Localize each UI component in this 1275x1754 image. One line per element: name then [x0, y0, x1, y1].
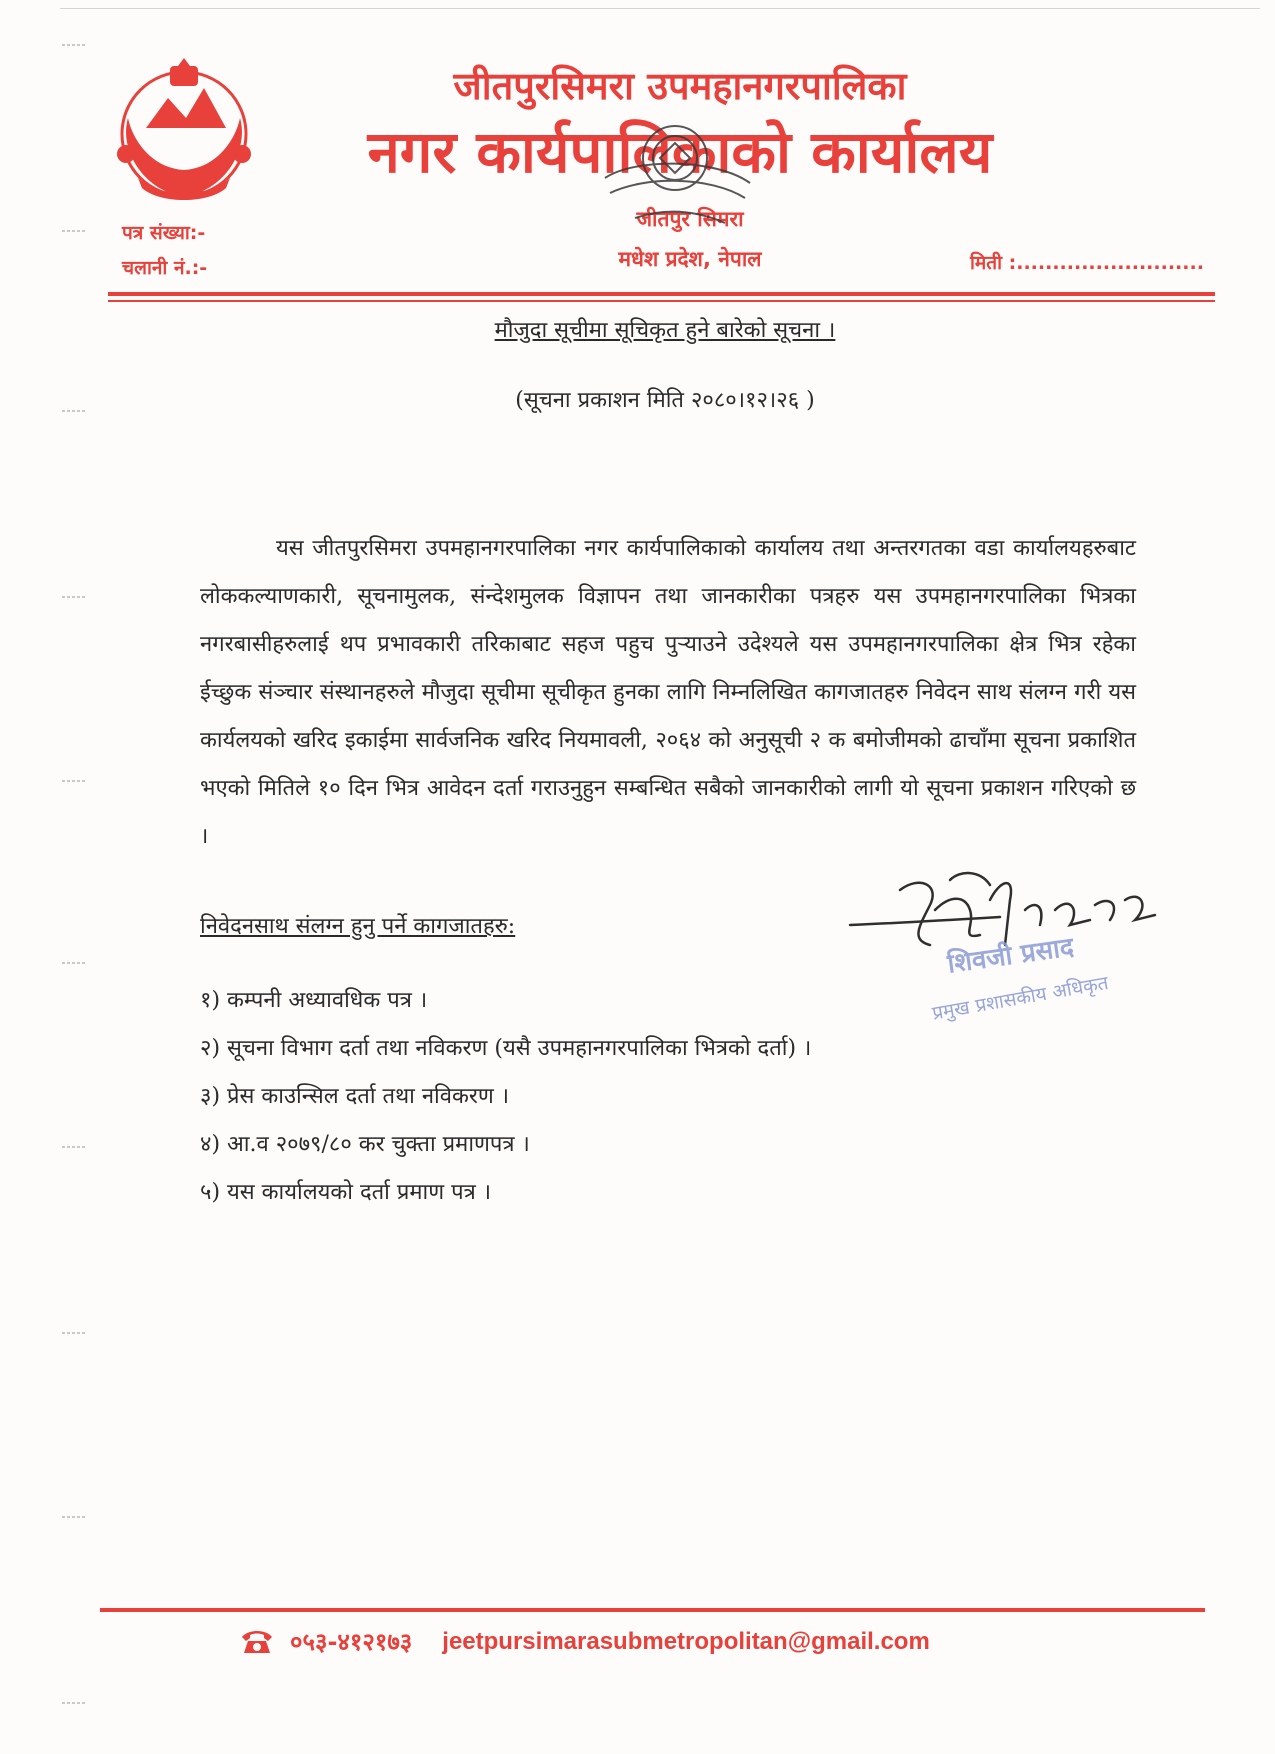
signatory-designation: प्रमुख प्रशासकीय अधिकृत	[930, 971, 1111, 1025]
signatory-name: शिवजी प्रसाद	[945, 932, 1076, 980]
list-item: २) सूचना विभाग दर्ता तथा नविकरण (यसै उपमहानगरपालिका भित्रको दर्ता) ।	[200, 1036, 812, 1061]
margin-mark	[60, 592, 88, 602]
list-item: १) कम्पनी अध्यावधिक पत्र ।	[200, 988, 428, 1013]
office-name: जीतपुरसिमरा उपमहानगरपालिका	[453, 64, 907, 108]
page-top-edge	[60, 8, 1260, 9]
margin-mark	[60, 1328, 88, 1338]
margin-mark	[60, 1142, 88, 1152]
date-label: मिती :..........................	[970, 252, 1204, 274]
margin-mark	[60, 1512, 88, 1522]
footer-phone: ०५३-४१२१७३	[290, 1628, 413, 1656]
nepal-emblem-icon	[108, 58, 260, 206]
list-item: ३) प्रेस काउन्सिल दर्ता तथा नविकरण ।	[200, 1084, 510, 1109]
phone-icon	[240, 1629, 274, 1655]
list-item: ५) यस कार्यालयको दर्ता प्रमाण पत्र ।	[200, 1180, 492, 1205]
margin-mark	[60, 226, 88, 236]
footer-rule	[100, 1608, 1205, 1612]
margin-mark	[60, 1698, 88, 1708]
margin-mark	[60, 40, 88, 50]
footer-contact	[240, 1625, 930, 1658]
dispatch-number-label: चलानी नं.:-	[122, 257, 208, 279]
notice-title: मौजुदा सूचीमा सूचिकृत हुने बारेको सूचना ।	[494, 318, 836, 343]
header-rule-thick	[108, 292, 1215, 296]
margin-mark	[60, 776, 88, 786]
office-title: नगर कार्यपालिकाको कार्यालय	[367, 118, 993, 186]
documents-heading: निवेदनसाथ संलग्न हुनु पर्ने कागजातहरु:	[200, 914, 516, 939]
footer-email[interactable]: jeetpursimarasubmetropolitan@gmail.com	[442, 1627, 930, 1655]
publication-date: (सूचना प्रकाशन मिति २०८०।१२।२६ )	[515, 388, 815, 413]
office-address-line1: जीतपुर सिमरा	[636, 207, 744, 231]
list-item: ४) आ.व २०७९/८० कर चुक्ता प्रमाणपत्र ।	[200, 1132, 530, 1157]
header-rule-thin	[108, 300, 1215, 302]
ref-number-label: पत्र संख्या:-	[122, 222, 206, 244]
office-stamp	[575, 118, 775, 248]
margin-mark	[60, 958, 88, 968]
office-address-line2: मधेश प्रदेश, नेपाल	[618, 247, 762, 271]
margin-mark	[60, 406, 88, 416]
notice-body: यस जीतपुरसिमरा उपमहानगरपालिका नगर कार्यपालिकाको कार्यालय तथा अन्तरगतका वडा कार्यालयहरुबाट लोककल्याणकारी, सूचनामुलक, संन्देशमुलक विज्ञापन तथा जानकारीका पत्रहरु यस उपमहानगरपालिका भित्रका नगरबासीहरुलाई थप प्रभावकारी तरिकाबाट सहज पहुच पुऱ्याउने उदेश्यले यस उपमहानगरपालिका क्षेत्र भित्र रहेका ईच्छुक संञ्चार संस्थानहरुले मौजुदा सूचीमा सूचीकृत हुनका लागि निम्नलिखित कागजातहरु निवेदन साथ संलग्न गरी यस कार्यलयको खरिद इकाईमा सार्वजनिक खरिद नियमावली, २०६४ को अनुसूची २ क बमोजीमको ढाचाँमा सूचना प्रकाशित भएको मितिले १० दिन भित्र आवेदन दर्ता गराउनुहुन सम्बन्धित सबैको जानकारीको लागी यो सूचना प्रकाशन गरिएको छ ।	[200, 536, 1136, 849]
documents-list	[200, 977, 811, 1217]
